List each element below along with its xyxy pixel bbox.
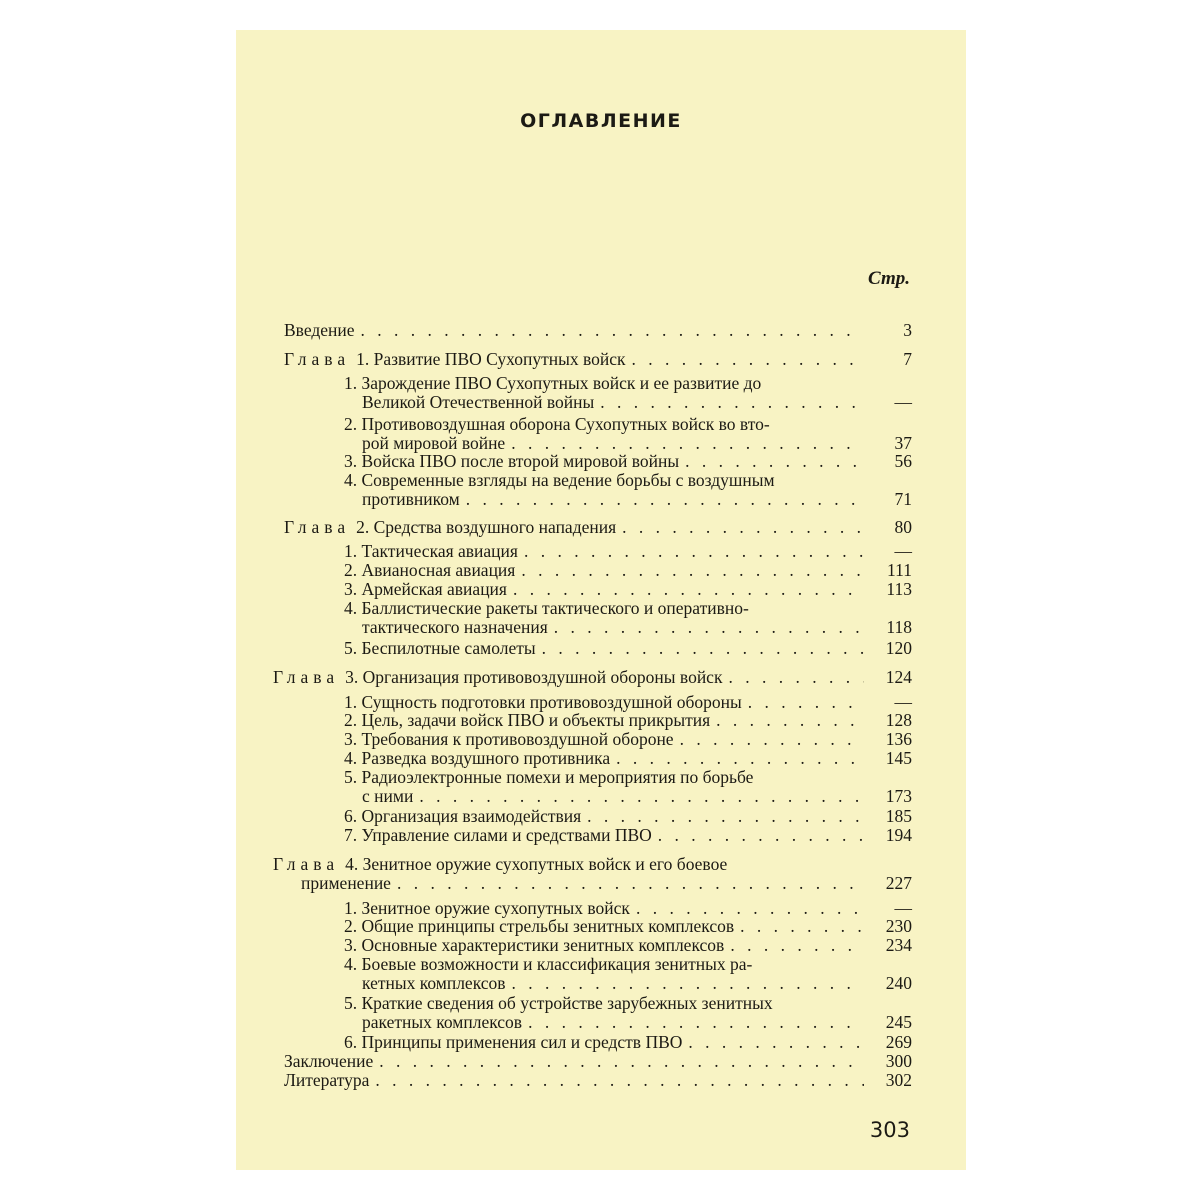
entry-page: 136: [885, 729, 912, 749]
dot-leader: [554, 618, 864, 637]
toc-entry: [344, 994, 912, 1032]
entry-page: 240: [885, 973, 912, 993]
entry-title: 2. Общие принципы стрельбы зенитных комплексов: [344, 916, 735, 936]
entry-page: 56: [894, 451, 912, 471]
dot-leader: [688, 1033, 864, 1052]
toc-entry: [344, 561, 912, 580]
table-of-contents: [236, 30, 966, 1170]
entry-page: 245: [885, 1012, 912, 1032]
entry-title: 2. Противовоздушная оборона Сухопутных войск во вто-: [344, 414, 770, 434]
entry-title: 3. Требования к противовоздушной обороне: [344, 729, 674, 749]
dot-leader: [632, 350, 865, 369]
dot-leader: [397, 874, 864, 893]
dot-leader: [521, 561, 864, 580]
entry-title: ракетных комплексов: [362, 1012, 523, 1032]
toc-entry: [284, 321, 912, 340]
entry-title: 1. Развитие ПВО Сухопутных войск: [356, 349, 626, 369]
toc-entry: [344, 452, 912, 471]
dot-leader: [728, 668, 864, 687]
dot-leader: [616, 749, 864, 768]
dot-leader: [716, 711, 864, 730]
entry-page: 37: [894, 433, 912, 453]
entry-title: 1. Тактическая авиация: [344, 541, 518, 561]
entry-page: 227: [885, 873, 912, 893]
dot-leader: [587, 807, 864, 826]
entry-page: 269: [885, 1032, 912, 1052]
entry-page: 145: [885, 748, 912, 768]
toc-entry: [344, 580, 912, 599]
toc-entry: [344, 749, 912, 768]
entry-page: 80: [894, 517, 912, 537]
entry-title: Великой Отечественной войны: [362, 392, 595, 412]
entry-title: тактического назначения: [362, 617, 548, 637]
toc-entry: [344, 639, 912, 658]
entry-title: 3. Организация противовоздушной обороны войск: [345, 667, 723, 687]
toc-entry: [284, 1071, 912, 1090]
entry-page: 128: [885, 710, 912, 730]
page-heading: ОГЛАВЛЕНИЕ: [520, 110, 682, 132]
chapter-prefix: Глава: [273, 667, 340, 687]
chapter-prefix: Глава: [284, 349, 351, 369]
toc-entry: [344, 807, 912, 826]
toc-entry: [344, 730, 912, 749]
entry-title: 2. Цель, задачи войск ПВО и объекты прикрытия: [344, 710, 711, 730]
toc-chapter: [284, 350, 912, 369]
dot-leader: [361, 321, 864, 340]
entry-page: 234: [885, 935, 912, 955]
entry-page: 300: [885, 1051, 912, 1071]
entry-title: 6. Организация взаимодействия: [344, 806, 582, 826]
toc-entry: [344, 374, 912, 412]
entry-page: 118: [886, 617, 912, 637]
toc-entry: [344, 711, 912, 730]
toc-entry: [344, 826, 912, 845]
entry-page: —: [894, 692, 912, 712]
dot-leader: [419, 787, 864, 806]
toc-chapter: [273, 855, 912, 893]
book-page: [236, 30, 966, 1170]
entry-title: 3. Войска ПВО после второй мировой войны: [344, 451, 680, 471]
entry-page: —: [894, 541, 912, 561]
dot-leader: [600, 393, 864, 412]
dot-leader: [512, 974, 864, 993]
toc-entry: [344, 471, 912, 509]
dot-leader: [466, 490, 864, 509]
chapter-prefix: Глава: [284, 517, 351, 537]
toc-entry: [344, 917, 912, 936]
entry-title: 4. Разведка воздушного противника: [344, 748, 611, 768]
page-number: 303: [869, 1118, 910, 1142]
entry-title: противником: [362, 489, 460, 509]
entry-page: —: [894, 898, 912, 918]
entry-page: 173: [885, 786, 912, 806]
toc-entry: [344, 415, 912, 453]
entry-page: 120: [885, 638, 912, 658]
entry-page: 113: [886, 579, 912, 599]
toc-entry: [344, 542, 912, 561]
entry-page: 71: [894, 489, 912, 509]
entry-page: 111: [887, 560, 912, 580]
entry-title: кетных комплексов: [362, 973, 506, 993]
entry-title: 1. Сущность подготовки противовоздушной обороны: [344, 692, 742, 712]
toc-chapter: [273, 668, 912, 687]
entry-page: —: [894, 392, 912, 412]
entry-title: 4. Баллистические ракеты тактического и оперативно-: [344, 598, 749, 618]
dot-leader: [379, 1052, 864, 1071]
dot-leader: [528, 1013, 864, 1032]
toc-entry: [344, 1033, 912, 1052]
entry-page: 185: [885, 806, 912, 826]
entry-title: 1. Зенитное оружие сухопутных войск: [344, 898, 630, 918]
entry-title: 1. Зарождение ПВО Сухопутных войск и ее развитие до: [344, 373, 762, 393]
entry-page: 302: [885, 1070, 912, 1090]
entry-title: рой мировой войне: [362, 433, 506, 453]
entry-page: 194: [885, 825, 912, 845]
entry-title: 7. Управление силами и средствами ПВО: [344, 825, 652, 845]
entry-title: с ними: [362, 786, 414, 806]
entry-title: 2. Средства воздушного нападения: [356, 517, 617, 537]
entry-title: Введение: [284, 320, 355, 340]
toc-entry: [344, 768, 912, 806]
entry-title: 4. Зенитное оружие сухопутных войск и его боевое: [345, 854, 728, 874]
entry-page: 3: [903, 320, 912, 340]
toc-entry: [284, 1052, 912, 1071]
entry-title: 6. Принципы применения сил и средств ПВО: [344, 1032, 683, 1052]
entry-title: 5. Радиоэлектронные помехи и мероприятия по борьбе: [344, 767, 754, 787]
entry-title: Заключение: [284, 1051, 374, 1071]
toc-entry: [344, 955, 912, 993]
toc-entry: [344, 936, 912, 955]
dot-leader: [680, 730, 864, 749]
dot-leader: [524, 542, 864, 561]
chapter-prefix: Глава: [273, 854, 340, 874]
page-column-header: Стр.: [868, 268, 910, 289]
entry-title: Литература: [284, 1070, 370, 1090]
entry-page: 7: [903, 349, 912, 369]
entry-title: 3. Армейская авиация: [344, 579, 507, 599]
toc-chapter: [284, 518, 912, 537]
dot-leader: [730, 936, 864, 955]
dot-leader: [740, 917, 864, 936]
entry-title: 3. Основные характеристики зенитных комплексов: [344, 935, 725, 955]
dot-leader: [622, 518, 864, 537]
dot-leader: [685, 452, 864, 471]
entry-title: применение: [301, 873, 391, 893]
dot-leader: [748, 693, 864, 712]
entry-title: 4. Боевые возможности и классификация зенитных ра-: [344, 954, 753, 974]
dot-leader: [513, 580, 864, 599]
entry-page: 230: [885, 916, 912, 936]
entry-title: 5. Краткие сведения об устройстве зарубежных зенитных: [344, 993, 773, 1013]
toc-entry: [344, 599, 912, 637]
entry-title: 2. Авианосная авиация: [344, 560, 516, 580]
dot-leader: [375, 1071, 864, 1090]
dot-leader: [542, 639, 864, 658]
dot-leader: [658, 826, 864, 845]
entry-title: 4. Современные взгляды на ведение борьбы с воздушным: [344, 470, 775, 490]
entry-title: 5. Беспилотные самолеты: [344, 638, 536, 658]
entry-page: 124: [885, 667, 912, 687]
